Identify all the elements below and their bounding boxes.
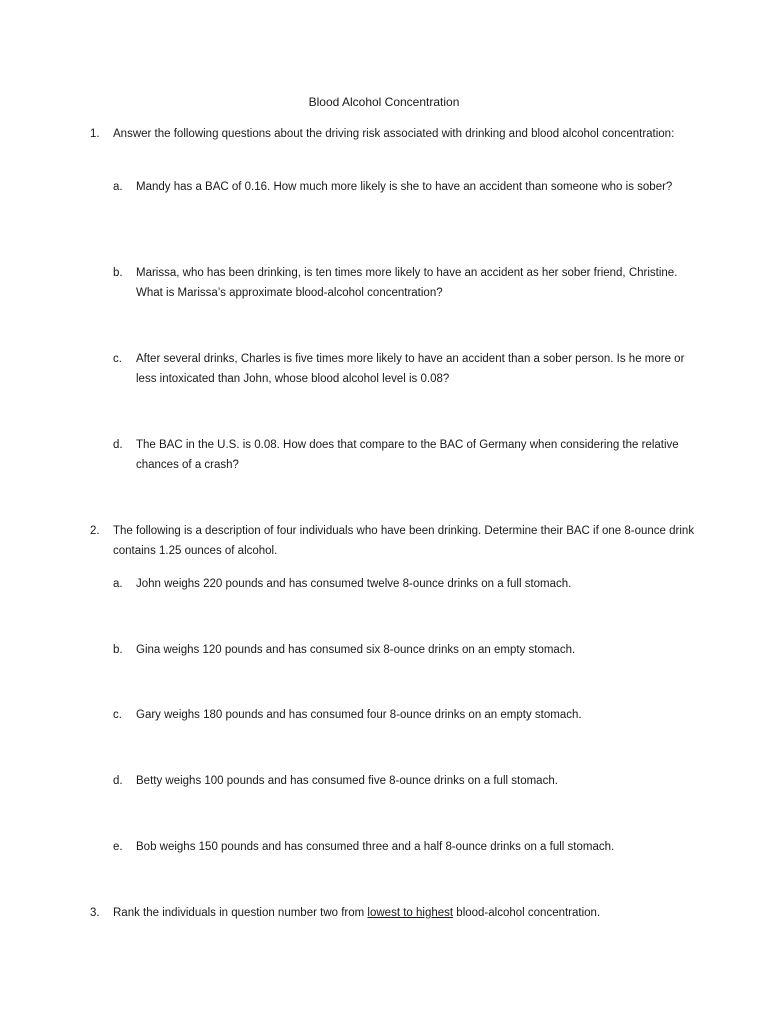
question-2c-text: Gary weighs 180 pounds and has consumed four 8-ounce drinks on an empty stomach. bbox=[136, 709, 582, 721]
question-3-text bbox=[113, 903, 703, 923]
question-1d-text: The BAC in the U.S. is 0.08. How does that compare to the BAC of Germany when considering the relative chances of a crash? bbox=[136, 439, 679, 471]
question-1-text: Answer the following questions about the driving risk associated with drinking and blood alcohol concentration: bbox=[113, 128, 675, 140]
question-2e-text: Bob weighs 150 pounds and has consumed three and a half 8-ounce drinks on a full stomach. bbox=[136, 841, 615, 853]
question-2a-label: a. bbox=[113, 578, 123, 590]
question-2b-text: Gina weighs 120 pounds and has consumed six 8-ounce drinks on an empty stomach. bbox=[136, 644, 576, 656]
question-3-text-before: Rank the individuals in question number two from bbox=[113, 907, 365, 919]
question-2c-label: c. bbox=[113, 709, 122, 721]
question-2b-label: b. bbox=[113, 644, 123, 656]
question-1d-label: d. bbox=[113, 439, 123, 451]
question-2-number: 2. bbox=[90, 525, 100, 537]
question-1a-label: a. bbox=[113, 181, 123, 193]
page-title: Blood Alcohol Concentration bbox=[308, 95, 460, 109]
question-2-text: The following is a description of four individuals who have been drinking. Determine their BAC if one 8-ounce drink contains 1.25 ounces of alcohol. bbox=[113, 525, 695, 557]
question-1c-text: After several drinks, Charles is five times more likely to have an accident than a sober person. Is he more or less intoxicated than John, whose blood alcohol level is 0.08? bbox=[136, 353, 685, 385]
question-2a-text: John weighs 220 pounds and has consumed twelve 8-ounce drinks on a full stomach. bbox=[136, 578, 572, 590]
question-1a-text: Mandy has a BAC of 0.16. How much more likely is she to have an accident than someone who is sober? bbox=[136, 181, 673, 193]
question-1b-text: Marissa, who has been drinking, is ten times more likely to have an accident as her sober friend, Christine. What is Marissa’s approximate blood-alcohol concentration? bbox=[136, 267, 678, 299]
question-2e-label: e. bbox=[113, 841, 123, 853]
question-2d-label: d. bbox=[113, 775, 123, 787]
question-3-text-after: blood-alcohol concentration. bbox=[456, 907, 601, 919]
question-3-underlined-phrase: lowest to highest bbox=[367, 907, 454, 919]
question-3-number: 3. bbox=[90, 907, 100, 919]
question-1c-label: c. bbox=[113, 353, 122, 365]
question-1b-label: b. bbox=[113, 267, 123, 279]
question-2d-text: Betty weighs 100 pounds and has consumed five 8-ounce drinks on a full stomach. bbox=[136, 775, 558, 787]
question-1-number: 1. bbox=[90, 128, 100, 140]
